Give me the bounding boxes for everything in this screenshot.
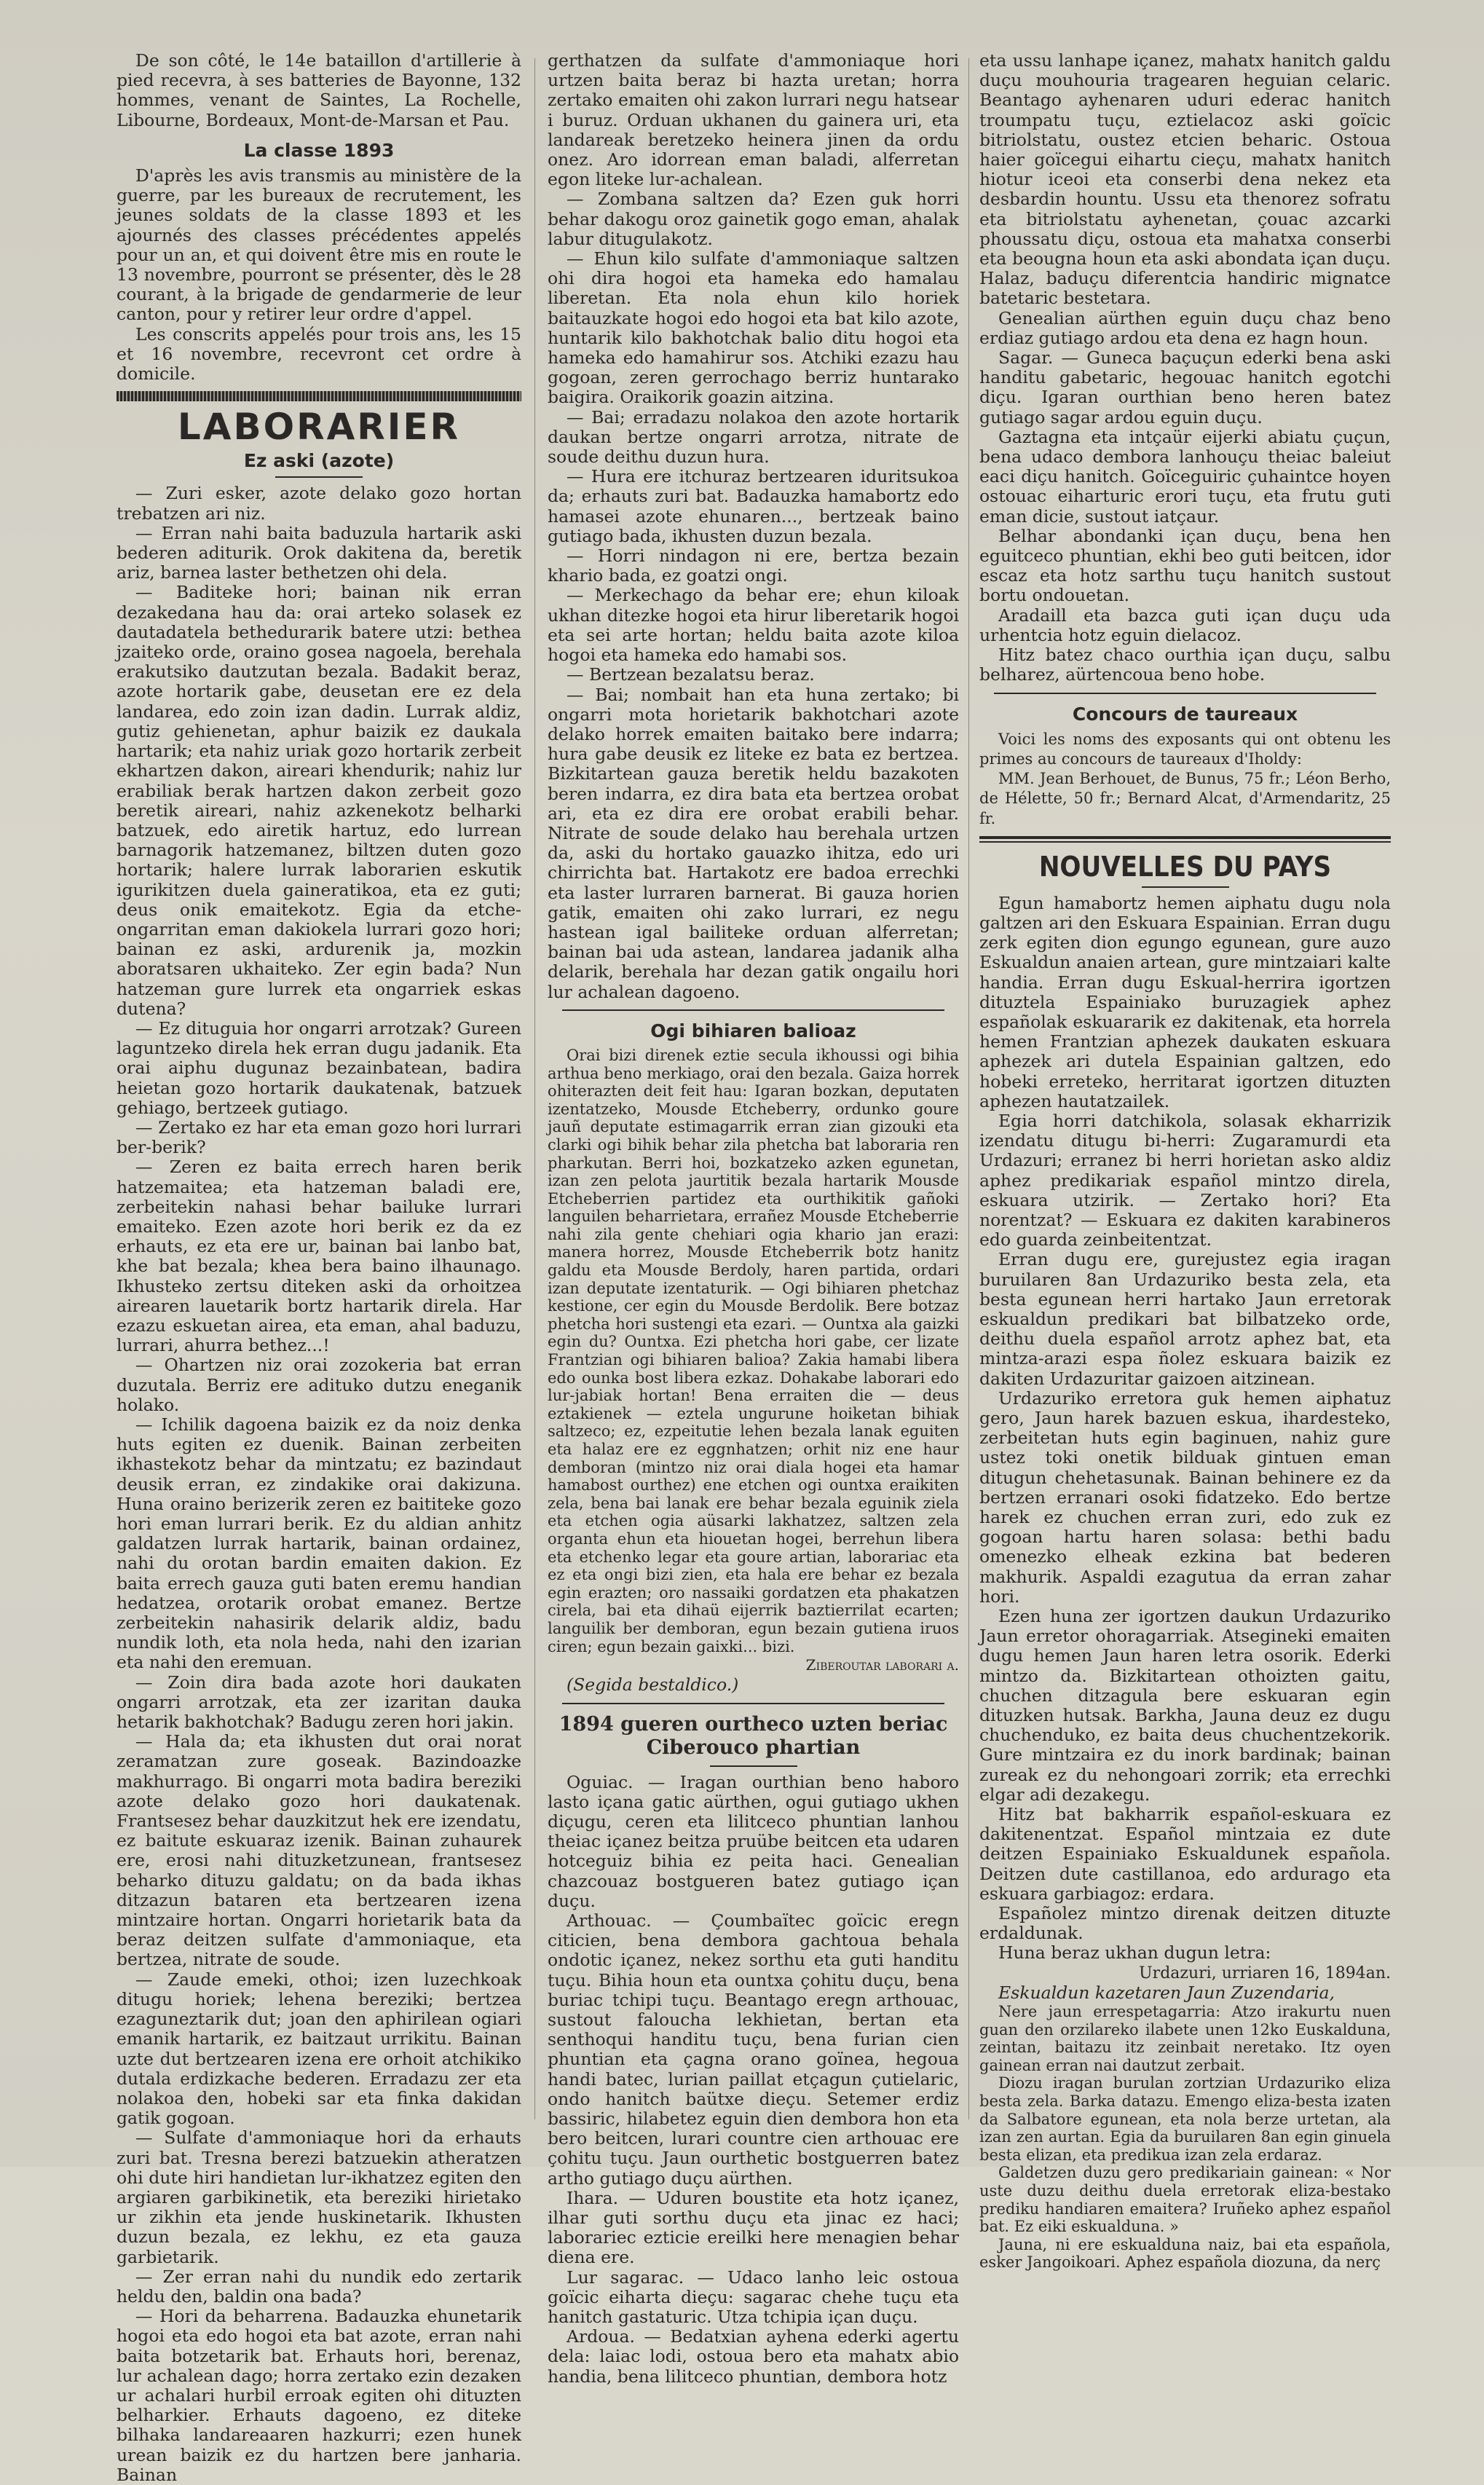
letter-paragraph: Diozu iragan burulan zortzian Urdazuriko eliza besta zela. Barka datazu. Emengo eliza-besta izaten da Salbatore egunean, eta nola berze urtetan, ala izan zen aurtan. Egia da buruilaren 8an egin ginuela besta elizan, eta predikua izan zela erdaraz. [979,2074,1391,2164]
article-paragraph: — Hala da; eta ikhusten dut orai norat zeramatzan zure goseak. Bazindoazke makhurrago. Bi ongarri mota badira bereziki azote delako gozo hori daukatenak. Frantsesez behar dauzkitzut hek ere izendatu, ez baitute eskuaraz izenik. Bainan zuhaurek ere, erosi nahi dituzketzunean, frantsesez beharko dituzu galdatu; on da bada ikhas ditzazun bataren eta bertzearen izena mintzaire hortan. Ongarri horietarik bata da beraz deitzen sulfate d'ammoniaque, eta bertzea, nitrate de soude. [117,1731,521,1970]
nouvelles-heading: NOUVELLES DU PAYS [1038,850,1332,883]
column-separator [534,58,535,2119]
artillery-paragraph: De son côté, le 14e bataillon d'artillerie à pied recevra, à ses batteries de Bayonne, 132 hommes, venant de Saintes, La Rochelle, Libourne, Bordeaux, Mont-de-Marsan et Pau. [117,50,521,130]
column-3 [979,50,1391,2272]
ourtheco-paragraph: Arthouac. — Çoumbaïtec goïcic eregn citicien, bena dembora gachtoua behala ondotic içanez, nekez sorthu eta guti handitu tuçu. Bihia houn eta ountxa çohitu duçu, bena buriac tchipi tuçu. Beantago eregn arthouac, sustout faloucha lekhietan, bertan eta senthoqui handitu tuçu, bena furian cien phuntian eta çagna orano goïnea, hegoua handi batec, lurian paillat etçagun çutielaric, ondo hanitch baütxe dieçu. Setemer erdiz bassiric, hilabetez eguin dien dembora hon eta bero beitcen, lurari countre cien arthouac ere çohitu tuçu. Jaun ourthetic bostguerren batez artho gutiago duçu aürthen. [548,1910,959,2189]
article-paragraph: — Zaude emeki, othoi; izen luzechkoak ditugu horiek; lehena bereziki; bertzea ezaguneztarik dut; joan den aphirilean ogiari emanik hartarik, ez baitzaut urrikitu. Bainan uzte dut bertzearen izena ere orhoit atchikiko dutala erdizkache bederen. Erradazu zer eta nolakoa den, hobeki sar eta finka dakidan gatik gogoan. [117,1969,521,2129]
ourtheco-paragraph: Genealian aürthen eguin duçu chaz beno erdiaz gutiago ardou eta dena ez hagn houn. [979,307,1391,348]
nouvelles-paragraph: Egun hamabortz hemen aiphatu dugu nola galtzen ari den Eskuara Espainian. Erran dugu zerk egiten dion egungo egunean, gure auzo Eskualdun anaien artean, gure mintzaiari kalte handia. Erran dugu Eskual-herrira igortzen dituztela Espainiako buruzagiek aphez españolak eskuararik ez dakitenak, eta horrela hemen Frantzian aphezek daukaten eskuara aphezek ari dutela Espainian galtzen, edo hobeki erreteko, herritarat igortzen dituzten aphezen hautatzailek. [979,892,1391,1111]
article-paragraph: — Bertzean bezalatsu beraz. [567,664,815,685]
article-paragraph: — Zuri esker, azote delako gozo hortan trebatzen ari niz. [117,483,521,524]
nouvelles-paragraph: Egia horri datchikola, solasak ekharrizik izendatu ditugu bi-herri: Zugaramurdi eta Urdazuri; erranez bi herri horietan asko aldiz aphez predikariak español mintzo direla, eskuara utzirik. — Zertako hori? Eta norentzat? — Eskuara ez dakiten karabineros edo guarda zeinbeitentzat. [979,1110,1391,1251]
short-rule [710,1765,797,1767]
section-divider [562,1703,944,1704]
article-paragraph: — Zertako ez har eta eman gozo hori lurrari ber-berik? [117,1117,521,1158]
article-paragraph: — Merkechago da behar ere; ehun kiloak ukhan ditezke hogoi eta hirur liberetarik hogoi eta sei arte hortan; heldu baita azote kiloa hogoi eta hameka edo hamabi sos. [548,585,959,666]
concours-heading: Concours de taureaux [1072,703,1298,725]
ogi-heading: Ogi bihiaren balioaz [650,1020,856,1041]
article-paragraph: — Ez dituguia hor ongarri arrotzak? Gureen laguntzeko direla hek erran dugu jadanik. Eta orai aiphu dugunaz bezainbatean, badira heietan gozo hortarik daukatenak, batzuek gehiago, bertzeek gutiago. [117,1017,521,1118]
nouvelles-paragraph: Ezen huna zer igortzen daukun Urdazuriko Jaun erretor ohoragarriak. Atsegineki emaiten dugu hemen Jaun haren letra osorik. Ederki mintzo da. Bizkitartean othoizten gaitu, chuchen ditzagula bere eskuaran egin dituzken hutsak. Barkha, Jauna deuz ez dugu chuchenduko, ez baita deus chuchentzekorik. Gure mintzaira ez du inork bardinak; bainan zureak ez du nehongoari zorrik; eta errechki elgar adi dezakegu. [979,1606,1391,1805]
ourtheco-paragraph: Ihara. — Uduren boustite eta hotz içanez, ilhar guti sorthu duçu eta jinac ez haci; laborariec ezticie ereilki here menagien behar diena ere. [548,2187,959,2268]
article-paragraph: — Horri nindagon ni ere, bertza bezain khario bada, ez goatzi ongi. [548,546,959,586]
column-separator [968,58,969,2119]
ourtheco-paragraph: Belhar abondanki içan duçu, bena hen eguitceco phuntian, ekhi beo guti beitcen, idor escaz eta hotz sarthu tuçu hanitch sustout bortu ondouetan. [979,525,1391,606]
letter-salutation: Eskualdun kazetaren Jaun Zuzendaria, [998,1982,1335,2003]
laborarier-heading: LABORARIER [177,406,461,449]
ourtheco-paragraph: Oguiac. — Iragan ourthian beno haboro lasto içana gatic aürthen, ogui gutiago ukhen diçugu, ceren eta lilitceco phuntian lanhou theiac içanez beitza pruübe beitcen eta udaren hotceguiz bihia ez peita haci. Genealian chazcouaz bostgueren batez gutiago içan duçu. [548,1771,959,1911]
section-divider [994,693,1376,694]
column-1 [117,50,521,2485]
classe-paragraph: Les conscrits appelés pour trois ans, les 15 et 16 novembre, recevront cet ordre à domicile. [117,323,521,385]
article-paragraph: — Sulfate d'ammoniaque hori da erhauts zuri bat. Tresna berezi batzuekin atheratzen ohi dute hiri handietan lur-ikhatzez egiten den argiaren garbikinetik, eta bereziki hirietako ur zikhin eta jende huskinetarik. Ikhusten duzun bezala, ez lekhu, ez eta gauza garbietarik. [117,2127,521,2267]
ourtheco-heading: 1894 gueren ourtheco uzten beriac Ciberouco phartian [559,1712,948,1759]
nouvelles-paragraph: Huna beraz ukhan dugun letra: [998,1942,1271,1964]
article-paragraph: — Bai; nombait han eta huna zertako; bi ongarri mota horietarik bakhotchari azote delako horrek emaiten baitako bere indarra; hura gabe deusik ez liteke ez bata ez bertzea. Bizkitartean gauza beretik heldu bazakoten beren indarra, ez dira bata eta bertzea orobat ari, eta ez dira ere orobat erabili behar. Nitrate de soude delako hau berehala urtzen da, aski du hortako gauazko ihitza, edo uri chirrichta bat. Hartakotz ere badoa errechki eta laster lurraren barnerat. Bi gauza horien gatik, emaiten ohi zako lurrari, ez negu hastean igal bailiteke orduan alferretan; bainan bai uda astean, landarea jadanik alha delarik, berehala har dezan gatik ongailu hori lur achalean dagoeno. [548,684,959,1002]
nouvelles-paragraph: Urdazuriko erretora guk hemen aiphatuz gero, Jaun harek bazuen eskua, ihardesteko, zerbeitetan huts egin baginuen, nahiz gure ustez toki onetik bilduak gintuen eman ditugun chehetasunak. Bainan behinere ez da bertzen erranari osoki fidatzeko. Edo bertze harek ez chuchen erran zuri, edo zuk ez gogoan hartu haren solasa: bethi badu omenezko elheak ezkina bat bederen makhurik. Aspaldi ezagutua da erran zahar hori. [979,1387,1391,1607]
article-paragraph: — Hura ere itchuraz bertzearen iduritsukoa da; erhauts zuri bat. Badauzka hamabortz edo hamasei azote ehunaren..., bertzeak baino gutiago bada, ikhusten duzun bezala. [548,466,959,546]
section-divider [117,391,521,401]
article-paragraph: — Zombana saltzen da? Ezen guk horri behar dakogu oroz gainetik gogo eman, ahalak labur ditugulakotz. [548,189,959,249]
article-paragraph: — Zoin dira bada azote hori daukaten ongarri arrotzak, eta zer izaritan dauka hetarik bakhotchak? Badugu zeren hori jakin. [117,1671,521,1733]
letter-date: Urdazuri, urriaren 16, 1894an. [1139,1964,1391,1982]
article-paragraph: — Zeren ez baita errech haren berik hatzemaitea; eta hatzeman baladi ere, zerbeitekin nahasi behar bailuke lurrari emaiteko. Ezen azote hori berik ez da ez erhauts, ez eta ere ur, bainan bai lanbo bat, khe bat bezala; khea bera baino ilhaunago. Ikhusteko zertsu diteken aski da orhoitzea airearen lauetarik bortz hartarik direla. Har ezazu eskuetan airea, eta eman, ahal baduzu, lurrari, ahurra bethez...! [117,1157,521,1356]
short-rule [275,476,363,478]
ogi-paragraph: Orai bizi direnek eztie secula ikhoussi ogi bihia arthua beno merkiago, orai den bezala. Gaiza horrek ohiterazten deit feit hau: Igaran bozkan, deputaten izentatzeko, Mousde Etcheberry, ordunko goure jauñ deputate estimagarrik erran zian gizouki eta clarki ogi bihik behar zila phetcha bat laboraria ren pharkutan. Berri hoi, bozkatzeko azken egunetan, izan zen pelota jaurtitik bezala hartarik Mousde Etcheberrien partidez eta ourthikitik gañoki languilen beharrietara, errañez Mousde Etcheberrie nahi zila gente chehiari ogia khario jan erazi: manera horrez, Mousde Etcheberrik botz hanitz galdu eta Mousde Berdoly, haren partida, ordari izan deputate izentaturik. — Ogi bihiaren phetchaz kestione, cer egin du Mousde Berdolik. Bere botzaz phetcha hori sustengi eta ezari. — Ountxa ala gaizki egin du? Ountxa. Ezi phetcha hori gabe, cer lizate Frantzian ogi bihiaren balioa? Zakia hamabi libera edo ounka bost libera ezkaz. Dohakabe laborari edo lur-jabiak hortan! Bena erraiten die — deus eztakienek — eztela ungurune hoiketan bihiak saltzeco; ez, ezpeitutie lehen bezala lanak eguiten eta halaz ere ez eggnhatzen; orhit niz ene haur demboran (mintzo niz orai diala hogei eta hamar hamabost ourthez) ene etchen ogi ountxa eraikiten zela, bena bai lanak ere behar bezala eguinik ziela eta etchen ogia aüsarki lakhatzez, saltzen zela organta ehun eta hiouetan hogei, berrehun libera eta etchenko legar eta goure artian, laborariac eta ez eta ongi bizi zien, eta hala ere behar ez bezala egin erazten; oro nassaiki gordatzen eta phakatzen cirela, bai eta dihaü eijerrik baztierrilat ecarten; languilik ber demboran, egun bezain gutiena iruos ciren; egun bezain gaixki... bizi. [548,1046,959,1655]
article-paragraph: — Baditeke hori; bainan nik erran dezakedana hau da: orai arteko solasek ez dautadatela bethedurarik batere utzi: bethea jzaiteko orde, oraino gosea nagoela, berehala erakutsiko dautzutan bezala. Badakit beraz, azote hortarik gabe, deusetan ere ez dela landarea, edo zoin izan dadin. Lurrak aldiz, gutiz gehienetan, aphur baizik ez daukala hartarik; eta nahiz uriak gozo hortarik zerbeit ekhartzen dakon, aireari khendurik; nahiz lur erabiliak berak hartzen dakon zerbeit gozo beretik aireari, nahiz azkenekotz belharki batzuek, edo airetik hartuz, edo lurrean barnagorik hatzemanez, biltzen duten gozo hortarik; halere lurrak laborarien eskutik igurikitzen duela gaineratikoa, eta ez guti; deus onik emaitekotz. Egia da etche-ongarritan eman dakiokela lurrari gozo hori; bainan ez aski, ardurenik ja, mozkin aboratsaren ukhaiteko. Zer egin bada? Nun hatzeman gure lurrek eta ongarriek eskas dutena? [117,582,521,1019]
ourtheco-paragraph: Gaztagna eta intçaür eijerki abiatu çuçun, bena udaco dembora lanhouçu theiac baleiut eaci diçu hanitch. Goïceguiric çuhaintce hoyen ostouac eiharturic erori tuçu, eta frutu guti eman dicie, sustout iatçaur. [979,426,1391,527]
ogi-signature: Ziberoutar laborari a. [805,1656,959,1674]
ourtheco-paragraph: Aradaill eta bazca guti içan duçu uda urhentcia hotz eguin dielacoz. [979,604,1391,645]
ourtheco-paragraph: Ardoua. — Bedatxian ayhena ederki agertu dela: laiac lodi, ostoua bero eta mahatx abio handia, bena lilitceco phuntian, dembora hotz [548,2326,959,2387]
section-divider [562,1009,944,1011]
article-paragraph: — Ichilik dagoena baizik ez da noiz denka huts egiten ez duenik. Bainan zerbeiten ikhastekotz behar da mintzatu; ez bazindaut deusik erran, ez zindakike orai dakizuna. Huna oraino berizerik zeren ez baititeke gozo hori eman lurrari berik. Ez du aldian anhitz galdatzen lurrak hartarik, bainan ordainez, nahi du orotan bardin emaiten dakion. Ez baita errech gauza guti baten eremu handian hedatzea, orotarik orobat emanez. Bertze zerbeitekin nahasirik delarik aldiz, badu nundik loth, eta nola heda, nahi den izarian eta nahi den eremuan. [117,1414,521,1673]
article-paragraph: gerthatzen da sulfate d'ammoniaque hori urtzen baita beraz bi hazta uretan; horra zertako emaiten ohi zakon lurrari negu hatsear i buruz. Orduan ukhanen du gainera uri, eta landareak beretzeko heinera jinen da ordu onez. Aro idorrean eman baladi, alferretan egon liteke lur-achalean. [548,50,959,190]
concours-paragraph: Voici les noms des exposants qui ont obtenu les primes au concours de taureaux d'Iholdy: [979,730,1391,768]
ourtheco-paragraph: eta ussu lanhape içanez, mahatx hanitch galdu duçu mouhouria tragearen heguian celaric. Beantago ayhenaren uduri ederac hanitch troumpatu tuçu, eztielacoz aski goïcic bitriolstatu, oustez etcien beharic. Ostoua haier goïcegui eihartu cieçu, mahatx hanitch hiotur iceoi eta conserbi dena nekez eta desbardin hountu. Ussu eta thenorez sofratu eta bitriolstatu ayhenetan, çouac azcarki phoussatu diçu, ostoua eta mahatxa conserbi eta beougna houn eta aski abondata içan duçu. Halaz, baduçu diferentcia handiric mignatce batetaric bestetara. [979,50,1391,309]
classe-1893-heading: La classe 1893 [243,139,395,161]
section-divider [979,836,1391,843]
article-paragraph: — Ehun kilo sulfate d'ammoniaque saltzen ohi dira hogoi eta hameka edo hamalau liberetan. Eta nola ehun kilo horiek baitauzkate hogoi edo hogoi eta bat kilo azote, huntarik kilo bakhotchak balio ditu hogoi eta hameka edo hamahirur sos. Atchiki ezazu hau gogoan, zeren gerrochago berriz huntarako baigira. Oraikorik goazin aitzina. [548,248,959,408]
ourtheco-paragraph: Sagar. — Guneca baçuçun ederki bena aski handitu gabetaric, hegouac hanitch egotchi diçu. Igaran ourthian beno heren batez gutiago sagar ardou eguin duçu. [979,347,1391,428]
segida-note: (Segida bestaldico.) [567,1674,739,1696]
concours-paragraph: MM. Jean Berhouet, de Bunus, 75 fr.; Léon Berho, de Hélette, 50 fr.; Bernard Alcat, d'Armendaritz, 25 fr. [979,770,1391,827]
article-paragraph: — Bai; erradazu nolakoa den azote hortarik daukan bertze ongarri arrotza, nitrate de soude deithu duzun hura. [548,406,959,468]
letter-paragraph: Nere jaun errespetagarria: Atzo irakurtu nuen guan den orzilareko ilabete unen 12ko Euskalduna, zeintan, baitazu itz zeinbait neretako. Itz oyen gainean erran nai dautzut zerbait. [979,2003,1391,2074]
classe-paragraph: D'après les avis transmis au ministère de la guerre, par les bureaux de recrutement, les jeunes soldats de la classe 1893 et les ajournés des classes précédentes appelés pour un an, et qui doivent être mis en route le 13 novembre, pourront se présenter, dès le 28 courant, à la brigade de gendarmerie de leur canton, pour y retirer leur ordre d'appel. [117,165,521,325]
column-2 [548,50,959,2387]
short-rule [1142,886,1229,888]
letter-paragraph: Jauna, ni ere eskualduna naiz, bai eta española, esker Jangoikoari. Aphez española diozuna, da nerç [979,2235,1391,2272]
nouvelles-paragraph: Españolez mintzo direnak deitzen dituzte erdaldunak. [979,1903,1391,1944]
article-paragraph: — Zer erran nahi du nundik edo zertarik heldu den, baldin ona bada? [117,2266,521,2307]
article-paragraph: — Erran nahi baita baduzula hartarik aski bederen aditurik. Orok dakitena da, beretik ariz, barnea laster bethetzen ohi dela. [117,522,521,583]
nouvelles-paragraph: Erran dugu ere, gurejustez egia iragan buruilaren 8an Urdazuriko besta zela, eta besta egunean herri hartako Jaun erretorak eskualdun predikari bat bilbatzeko orde, deithu duela español arrotz aphez bat, eta mintza-arazi espa ñolez eskuara baizik ez dakiten Urdazuritar gaizoen aitzinean. [979,1249,1391,1389]
ourtheco-paragraph: Hitz batez chaco ourthia içan duçu, salbu belharez, aürtencoua beno hobe. [979,645,1391,685]
letter-paragraph: Galdetzen duzu gero predikariain gainean: « Nor uste duzu deithu duela erretorak eliza-bestako prediku handiaren emaitera? Iruñeko aphez español bat. Ez eiki eskualduna. » [979,2164,1391,2236]
nouvelles-paragraph: Hitz bat bakharrik español-eskuara ez dakitenentzat. Español mintzaia ez dute deitzen Espainiako Eskualdunek española. Deitzen dute castillanoa, edo ardurago eta eskuara garbiagoz: erdara. [979,1804,1391,1904]
ourtheco-paragraph: Lur sagarac. — Udaco lanho leic ostoua goïcic eiharta dieçu: sagarac chehe tuçu eta hanitch gastaturic. Utza tchipia içan duçu. [548,2267,959,2328]
article-paragraph: — Ohartzen niz orai zozokeria bat erran duzutala. Berriz ere adituko dutzu eneganik holako. [117,1355,521,1415]
article-paragraph: — Hori da beharrena. Badauzka ehunetarik hogoi eta edo hogoi eta bat azote, erran nahi baita botzetarik bat. Erhauts hori, berenaz, lur achalean dago; horra zertako ezin dezaken ur achalari hurbil erroak egiten ohi dituzten belharkier. Erhauts dagoeno, ez diteke bilhaka landareaaren hazkurri; ezen hunek urean baizik ez du hartzen bere janharia. Bainan [117,2306,521,2485]
azote-subheading: Ez aski (azote) [243,450,395,472]
